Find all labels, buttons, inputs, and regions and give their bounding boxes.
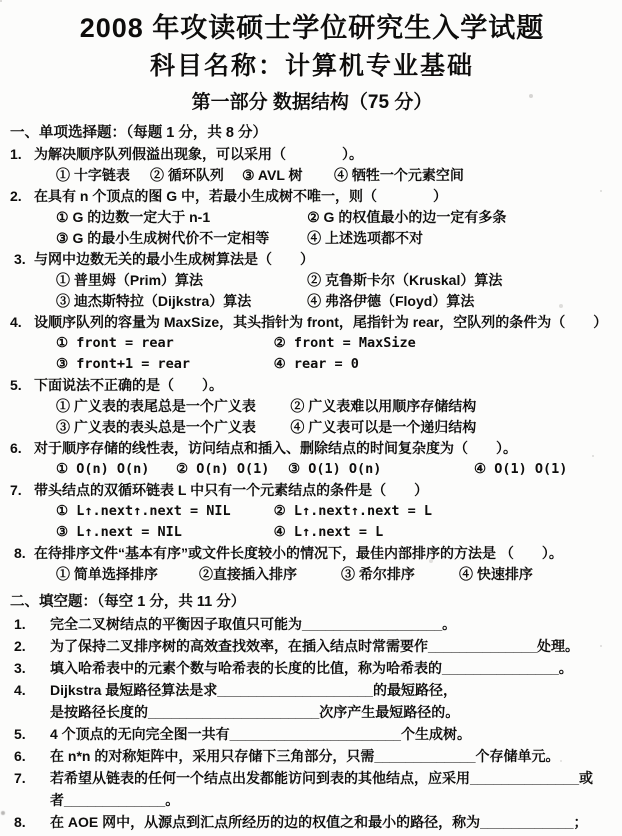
option-1: ① L↑.next↑.next = NIL <box>56 503 231 519</box>
item-number: 1. <box>14 616 26 632</box>
section2-heading: 二、填空题：（每空 1 分，共 11 分） <box>10 594 246 610</box>
item-text: 若希望从链表的任何一个结点出发都能访问到表的其他结点，应采用______________或 <box>50 770 594 786</box>
option-2: ②直接插入排序 <box>199 566 297 582</box>
fill-item-1 <box>10 613 614 635</box>
question-8-stem-row <box>10 543 614 564</box>
option-2: ② 广义表难以用顺序存储结构 <box>290 398 477 414</box>
option-2: ② front = MaxSize <box>273 335 416 351</box>
question-number: 1. <box>10 146 22 162</box>
question-stem: 在具有 n 个顶点的图 G 中，若最小生成树不唯一，则（ ） <box>34 188 447 204</box>
option-2: ② G 的权值最小的边一定有多条 <box>307 209 507 225</box>
question-8-options <box>10 564 614 585</box>
item-text: 填入哈希表中的元素个数与哈希表的长度的比值，称为哈希表的_______________。 <box>50 660 573 676</box>
option-3: ③ front+1 = rear <box>56 356 191 372</box>
fill-item-row <box>10 767 614 789</box>
fill-item-6 <box>10 745 614 767</box>
question-5-stem-row <box>10 375 614 396</box>
question-1-stem-row <box>10 144 614 165</box>
question-2-options <box>10 207 614 249</box>
option-2: ② 克鲁斯卡尔（Kruskal）算法 <box>307 272 503 288</box>
question-stem: 对于顺序存储的线性表，访问结点和插入、删除结点的时间复杂度为（ ）。 <box>34 440 517 456</box>
item-number: 6. <box>14 748 26 764</box>
option-2: ② O(n) O(1) <box>176 461 270 477</box>
question-stem: 在待排序文件“基本有序”或文件长度较小的情况下，最佳内部排序的方法是 （ ）。 <box>34 545 563 561</box>
option-1: ① G 的边数一定大于 n-1 <box>56 209 211 225</box>
section1-heading: 一、单项选择题：（每题 1 分，共 8 分） <box>10 125 267 141</box>
item-number: 3. <box>14 660 26 676</box>
question-stem: 设顺序队列的容量为 MaxSize，其头指针为 front，尾指针为 rear，空队列的条件为（ ） <box>34 314 608 330</box>
question-1-options <box>10 165 614 186</box>
option-4: ④ L↑.next = L <box>273 524 384 540</box>
option-2: ② 循环队列 <box>150 167 224 183</box>
item-text: 4 个顶点的无向完全图一共有______________________个生成树。 <box>50 726 471 742</box>
part-heading: 第一部分 数据结构（75 分） <box>191 92 433 113</box>
item-text-continued: 者_____________。 <box>50 792 180 808</box>
option-1: ① 普里姆（Prim）算法 <box>56 272 204 288</box>
question-7-options <box>10 501 614 543</box>
question-7-stem-row <box>10 480 614 501</box>
option-1: ① O(n) O(n) <box>56 461 150 477</box>
question-stem: 下面说法不正确的是（ ）。 <box>34 377 223 393</box>
question-3-options <box>10 270 614 312</box>
item-text-continued: 是按路径长度的______________________次序产生最短路径的。 <box>50 704 460 720</box>
question-stem: 带头结点的双循环链表 L 中只有一个元素结点的条件是（ ） <box>34 482 429 498</box>
option-3: ③ O(1) O(n) <box>288 461 382 477</box>
item-text: Dijkstra 最短路径算法是求____________________的最短路径， <box>50 682 457 698</box>
fill-item-7 <box>10 767 614 811</box>
option-3: ③ 希尔排序 <box>341 566 415 582</box>
fill-item-row <box>10 723 614 745</box>
item-number: 5. <box>14 726 26 742</box>
item-number: 7. <box>14 770 26 786</box>
scan-noise-specks <box>0 0 2 2</box>
option-4: ④ 牺牲一个元素空间 <box>334 167 464 183</box>
fill-item-4 <box>10 679 614 723</box>
item-text: 完全二叉树结点的平衡因子取值只可能为__________________。 <box>50 616 457 632</box>
option-1: ① 广义表的表尾总是一个广义表 <box>56 398 256 414</box>
option-3: ③ G 的最小生成树代价不一定相等 <box>56 230 270 246</box>
fill-item-row <box>10 745 614 767</box>
question-5-options <box>10 396 614 438</box>
question-number: 7. <box>10 482 22 498</box>
fill-item-2 <box>10 635 614 657</box>
question-number: 4. <box>10 314 22 330</box>
fill-item-row <box>10 613 614 635</box>
option-3: ③ AVL 树 <box>242 167 303 183</box>
question-6 <box>10 438 614 480</box>
question-7 <box>10 480 614 543</box>
item-number: 2. <box>14 638 26 654</box>
item-text: 在 AOE 网中，从源点到汇点所经历的边的权值之和最小的路径，称为____________； <box>50 814 588 830</box>
option-2: ② L↑.next↑.next = L <box>273 503 433 519</box>
fill-item-3 <box>10 657 614 679</box>
item-number: 8. <box>14 814 26 830</box>
fill-item-5 <box>10 723 614 745</box>
option-4: ④ 广义表可以是一个递归结构 <box>290 419 477 435</box>
fill-item-row <box>10 657 614 679</box>
question-6-options <box>10 459 614 480</box>
question-number: 6. <box>10 440 22 456</box>
question-number: 8. <box>14 545 26 561</box>
question-1 <box>10 144 614 186</box>
option-3: ③ 广义表的表头总是一个广义表 <box>56 419 256 435</box>
fill-item-row <box>10 811 614 833</box>
question-4 <box>10 312 614 375</box>
question-3-stem-row <box>10 249 614 270</box>
option-1: ① 十字链表 <box>56 167 130 183</box>
option-1: ① front = rear <box>56 335 174 351</box>
question-4-options <box>10 333 614 375</box>
option-1: ① 简单选择排序 <box>56 566 158 582</box>
question-8 <box>10 543 614 585</box>
fill-item-8 <box>10 811 614 833</box>
option-4: ④ O(1) O(1) <box>474 461 568 477</box>
question-6-stem-row <box>10 438 614 459</box>
option-3: ③ L↑.next = NIL <box>56 524 182 540</box>
question-number: 2. <box>10 188 22 204</box>
page-title: 2008 年攻读硕士学位研究生入学试题 <box>79 13 545 43</box>
item-text: 为了保持二叉排序树的高效查找效率，在插入结点时常需要作______________处理。 <box>50 638 580 654</box>
fill-item-row <box>10 679 614 701</box>
item-text: 在 n*n 的对称矩阵中，采用只存储下三角部分，只需_____________个存储单元。 <box>50 748 560 764</box>
option-4: ④ 弗洛伊德（Floyd）算法 <box>307 293 475 309</box>
fill-item-row <box>10 635 614 657</box>
option-4: ④ rear = 0 <box>273 356 359 372</box>
question-4-stem-row <box>10 312 614 333</box>
question-5 <box>10 375 614 438</box>
option-4: ④ 上述选项都不对 <box>307 230 423 246</box>
option-3: ③ 迪杰斯特拉（Dijkstra）算法 <box>56 293 252 309</box>
question-stem: 为解决顺序队列假溢出现象，可以采用（ ）。 <box>34 146 363 162</box>
option-4: ④ 快速排序 <box>459 566 533 582</box>
question-number: 5. <box>10 377 22 393</box>
question-number: 3. <box>14 251 26 267</box>
question-stem: 与网中边数无关的最小生成树算法是（ ） <box>34 251 314 267</box>
question-2 <box>10 186 614 249</box>
subject-title: 科目名称：计算机专业基础 <box>149 52 474 80</box>
item-number: 4. <box>14 682 26 698</box>
question-2-stem-row <box>10 186 614 207</box>
question-3 <box>10 249 614 312</box>
